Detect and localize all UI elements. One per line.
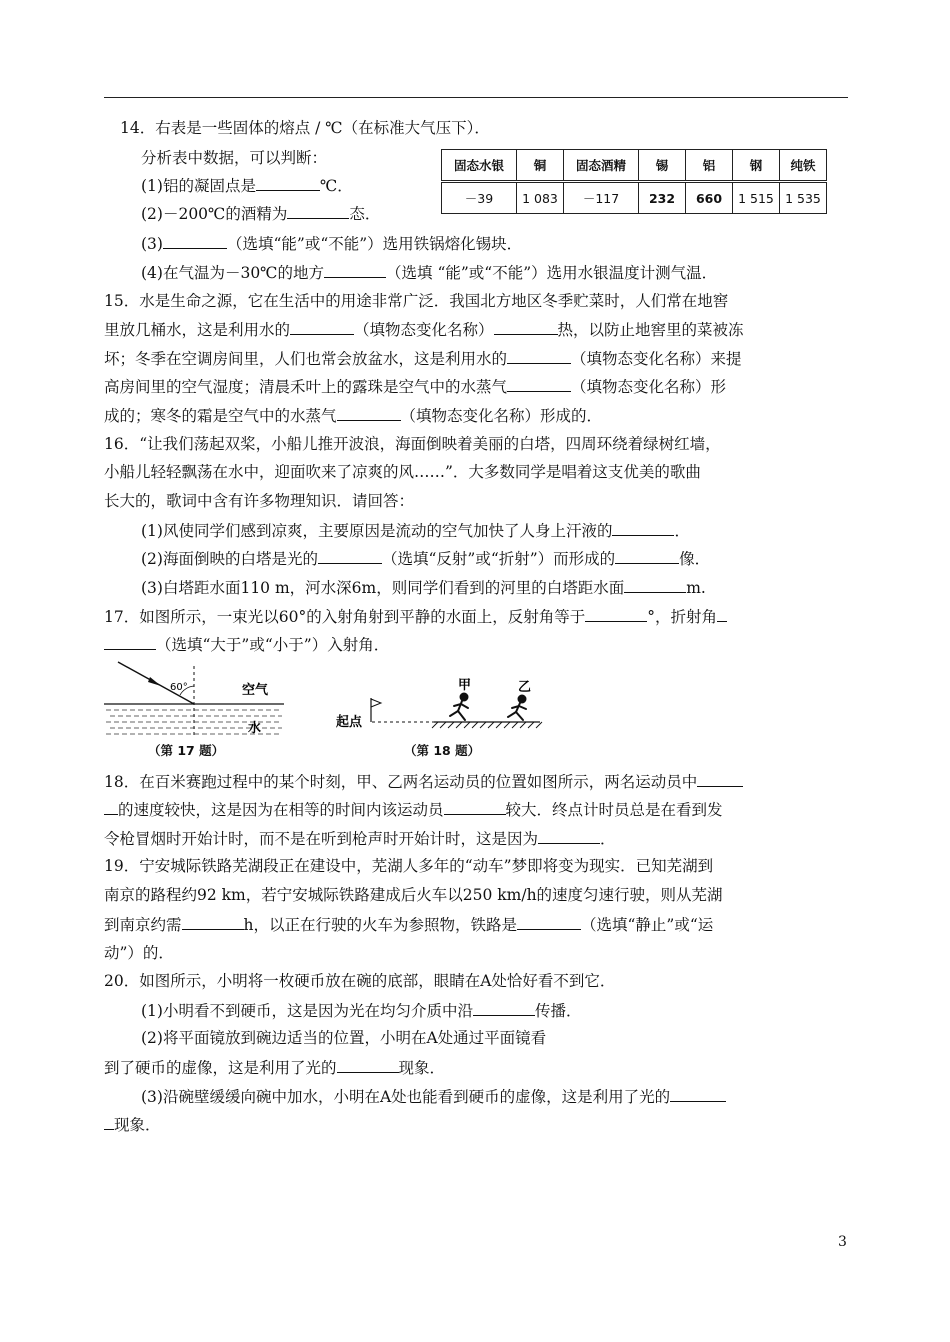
q14-part2: (2)－200℃的酒精为 态． bbox=[141, 205, 381, 223]
table-header: 锡 bbox=[639, 150, 686, 182]
q17-line2: （选填“大于”或“小于”）入射角． bbox=[104, 634, 389, 655]
q16-line1: 16．“让我们荡起双桨，小船儿推开波浪，海面倒映着美丽的白塔，四周环绕着绿树红墙， bbox=[104, 435, 721, 453]
q19-line2: 南京的路程约92 km，若宁安城际铁路建成后火车以250 km/h的速度匀速行驶，则从芜湖 bbox=[104, 886, 723, 904]
answer-blank[interactable] bbox=[444, 799, 506, 815]
q18-line2: 的速度较快，这是因为在相等的时间内该运动员 较大．终点计时员总是在看到发 bbox=[104, 799, 723, 820]
answer-blank[interactable] bbox=[182, 914, 244, 930]
q16-line2: 小船儿轻轻飘荡在水中，迎面吹来了凉爽的风……”．大多数同学是唱着这支优美的歌曲 bbox=[104, 463, 701, 481]
figure-17-caption: （第 17 题） bbox=[148, 743, 225, 758]
answer-blank[interactable] bbox=[104, 799, 118, 815]
answer-blank[interactable] bbox=[163, 233, 227, 249]
q20-part3-cont: 现象． bbox=[104, 1114, 161, 1135]
flag-icon bbox=[371, 699, 381, 707]
ground-hatching bbox=[432, 722, 542, 728]
answer-blank[interactable] bbox=[670, 1086, 726, 1102]
q14-title: 14．右表是一些固体的熔点 / ℃（在标准大气压下）． bbox=[120, 119, 490, 137]
q18-line1: 18．在百米赛跑过程中的某个时刻，甲、乙两名运动员的位置如图所示，两名运动员中 bbox=[104, 771, 743, 792]
answer-blank[interactable] bbox=[538, 828, 600, 844]
answer-blank[interactable] bbox=[585, 606, 647, 622]
table-header: 固态酒精 bbox=[564, 150, 639, 182]
table-cell: 660 bbox=[686, 182, 733, 214]
table-cell: －117 bbox=[564, 182, 639, 214]
answer-blank[interactable] bbox=[318, 548, 382, 564]
answer-blank[interactable] bbox=[494, 319, 558, 335]
q14-intro: 分析表中数据，可以判断： bbox=[141, 149, 328, 167]
q14-part3: (3) （选填“能”或“不能”）选用铁锅熔化锡块． bbox=[141, 235, 523, 253]
table-cell: 232 bbox=[639, 182, 686, 214]
answer-blank[interactable] bbox=[473, 1000, 535, 1016]
figure-17-diagram bbox=[104, 660, 290, 740]
q16-part3: (3)白塔距水面110 m，河水深6m，则同学们看到的河里的白塔距水面 m. bbox=[141, 579, 706, 597]
page-number: 3 bbox=[838, 1234, 847, 1250]
q20-part1: (1)小明看不到硬币，这是因为光在均匀介质中沿 传播． bbox=[141, 1002, 582, 1020]
q20-line1: 20．如图所示，小明将一枚硬币放在碗的底部，眼睛在A处恰好看不到它． bbox=[104, 972, 616, 990]
answer-blank[interactable] bbox=[104, 1114, 114, 1130]
table-cell: 1 535 bbox=[780, 182, 827, 214]
answer-blank[interactable] bbox=[517, 914, 581, 930]
q15-line1: 15．水是生命之源，它在生活中的用途非常广泛．我国北方地区冬季贮菜时，人们常在地窖 bbox=[104, 292, 729, 310]
start-label: 起点 bbox=[336, 715, 363, 730]
answer-blank[interactable] bbox=[717, 606, 727, 622]
q15-line5: 成的；寒冬的霜是空气中的水蒸气 （填物态变化名称）形成的． bbox=[104, 407, 603, 425]
runner-a-label: 甲 bbox=[458, 678, 472, 693]
answer-blank[interactable] bbox=[507, 348, 571, 364]
table-header: 铝 bbox=[686, 150, 733, 182]
q15-line4: 高房间里的空气湿度；清晨禾叶上的露珠是空气中的水蒸气 （填物态变化名称）形 bbox=[104, 378, 727, 396]
answer-blank[interactable] bbox=[612, 520, 674, 536]
answer-blank[interactable] bbox=[337, 1057, 399, 1073]
runner-b-icon bbox=[508, 696, 526, 721]
q20-part3: (3)沿碗壁缓缓向碗中加水，小明在A处也能看到硬币的虚像，这是利用了光的 bbox=[141, 1086, 726, 1107]
arrow-icon bbox=[148, 677, 161, 686]
table-header: 纯铁 bbox=[780, 150, 827, 182]
figure-18-caption: （第 18 题） bbox=[404, 743, 481, 758]
figure-18-diagram bbox=[334, 678, 546, 738]
header-rule bbox=[104, 97, 848, 98]
answer-blank[interactable] bbox=[104, 634, 156, 650]
answer-blank[interactable] bbox=[615, 548, 679, 564]
q18-line3: 令枪冒烟时开始计时，而不是在听到枪声时开始计时，这是因为 ． bbox=[104, 830, 616, 848]
table-header-row bbox=[442, 150, 827, 182]
answer-blank[interactable] bbox=[287, 203, 349, 219]
q19-line3: 到南京约需 h，以正在行驶的火车为参照物，铁路是 （选填“静止”或“运 bbox=[104, 916, 714, 934]
melting-point-table bbox=[441, 149, 827, 214]
table-cell: 1 515 bbox=[733, 182, 780, 214]
q20-part2: (2)将平面镜放到碗边适当的位置，小明在A处通过平面镜看 bbox=[141, 1029, 547, 1047]
angle-label: 60° bbox=[170, 682, 188, 693]
table-cell: 1 083 bbox=[517, 182, 564, 214]
q16-line3: 长大的，歌词中含有许多物理知识．请回答： bbox=[104, 492, 415, 510]
answer-blank[interactable] bbox=[324, 262, 386, 278]
q15-line2: 里放几桶水，这是利用水的 （填物态变化名称） 热，以防止地窖里的菜被冻 bbox=[104, 321, 744, 339]
q14-part4: (4)在气温为－30℃的地方 （选填 “能”或“不能”）选用水银温度计测气温． bbox=[141, 264, 718, 282]
table-header: 钢 bbox=[733, 150, 780, 182]
water-label: 水 bbox=[248, 721, 262, 736]
q15-line3: 坏；冬季在空调房间里，人们也常会放盆水，这是利用水的 （填物态变化名称）来提 bbox=[104, 350, 742, 368]
runner-a-icon bbox=[450, 694, 468, 721]
answer-blank[interactable] bbox=[337, 405, 401, 421]
q14-part1: (1)铝的凝固点是 ℃． bbox=[141, 177, 353, 195]
answer-blank[interactable] bbox=[697, 771, 743, 787]
answer-blank[interactable] bbox=[624, 577, 686, 593]
table-header: 固态水银 bbox=[442, 150, 517, 182]
table-row bbox=[442, 182, 827, 214]
answer-blank[interactable] bbox=[256, 175, 320, 191]
answer-blank[interactable] bbox=[290, 319, 354, 335]
q19-line1: 19．宁安城际铁路芜湖段正在建设中，芜湖人多年的“动车”梦即将变为现实．已知芜湖到 bbox=[104, 857, 714, 875]
q19-line4: 动”）的． bbox=[104, 944, 174, 962]
table-header: 铜 bbox=[517, 150, 564, 182]
runner-b-label: 乙 bbox=[518, 680, 532, 695]
answer-blank[interactable] bbox=[507, 376, 571, 392]
q17-line1: 17．如图所示，一束光以60°的入射角射到平静的水面上，反射角等于 °，折射角 bbox=[104, 606, 727, 627]
q20-part2-cont: 到了硬币的虚像，这是利用了光的 现象． bbox=[104, 1059, 446, 1077]
table-cell: －39 bbox=[442, 182, 517, 214]
q16-part2: (2)海面倒映的白塔是光的 （选填“反射”或“折射”）而形成的 像． bbox=[141, 550, 711, 568]
air-label: 空气 bbox=[242, 683, 269, 698]
q16-part1: (1)风使同学们感到凉爽，主要原因是流动的空气加快了人身上汗液的 ． bbox=[141, 522, 690, 540]
